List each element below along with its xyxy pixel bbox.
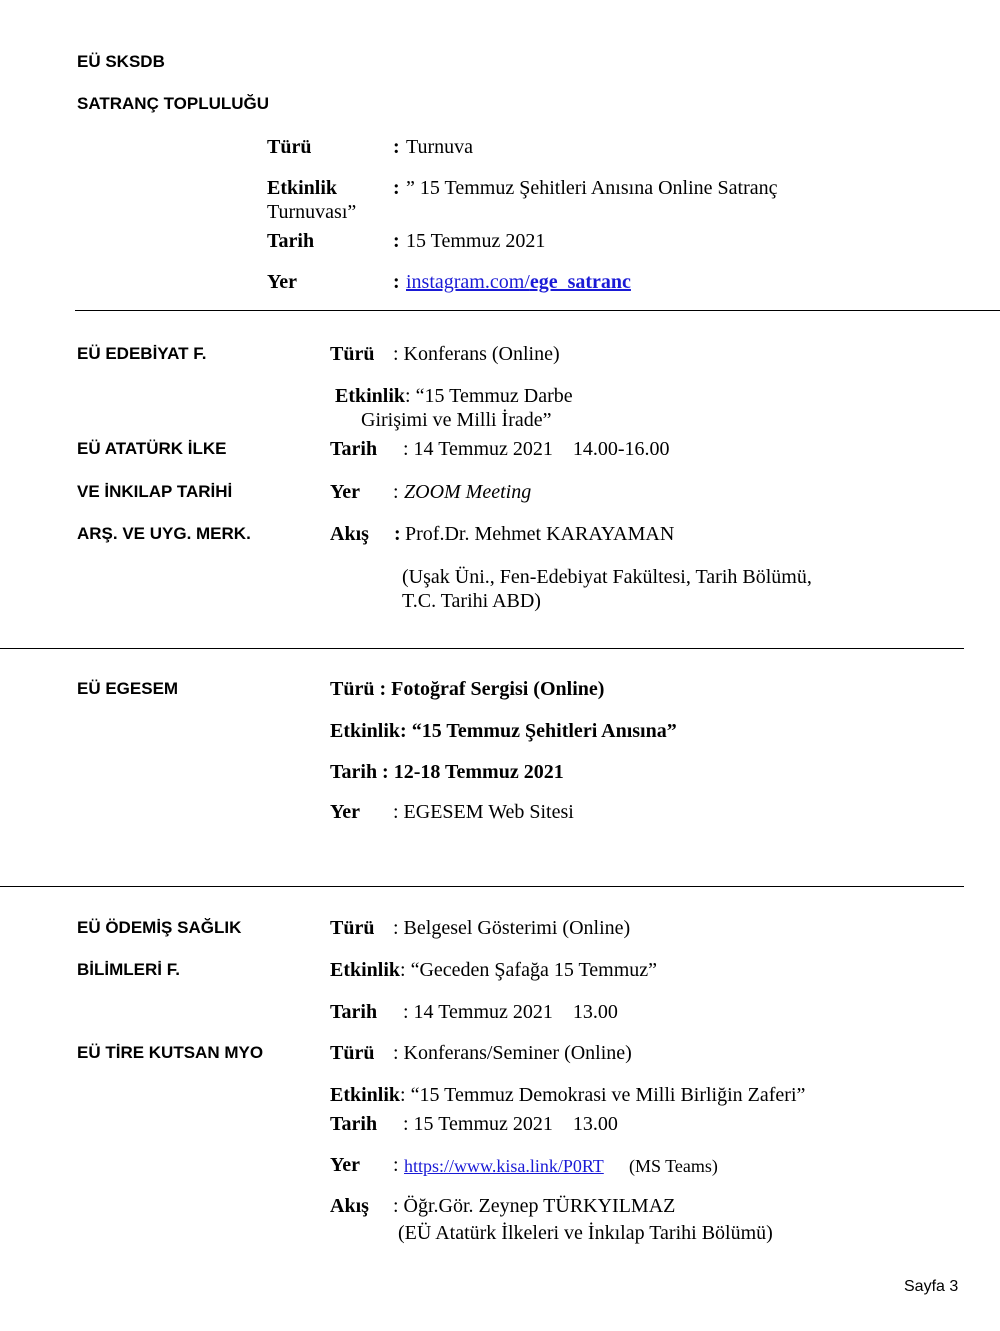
- type-value: Turnuva: [406, 136, 474, 158]
- event-value: : “Geceden Şafağa 15 Temmuz”: [400, 959, 658, 981]
- type-line: Türü : Fotoğraf Sergisi (Online): [330, 678, 605, 700]
- speaker-detail: T.C. Tarihi ABD): [402, 590, 541, 612]
- org-name: BİLİMLERİ F.: [77, 960, 180, 979]
- type-value: : Belgesel Gösterimi (Online): [393, 917, 631, 939]
- teams-link[interactable]: https://www.kisa.link/P0RT: [404, 1156, 604, 1176]
- event-label: Etkinlik: [330, 959, 401, 981]
- speaker-detail: (EÜ Atatürk İlkeleri ve İnkılap Tarihi Bölümü): [398, 1222, 773, 1244]
- divider: [0, 886, 964, 887]
- date-label: Tarih: [330, 438, 378, 460]
- flow-label: Akış: [330, 1195, 369, 1217]
- org-name: EÜ SKSDB: [77, 52, 165, 71]
- colon: :: [393, 136, 400, 158]
- event-label: Etkinlik: [330, 1084, 401, 1106]
- venue-label: Yer: [330, 801, 360, 823]
- event-value-continued: Girişimi ve Milli İrade”: [361, 409, 552, 431]
- type-label: Türü: [267, 136, 312, 158]
- instagram-link[interactable]: [406, 271, 631, 294]
- link-text-bold: ege_satranc: [529, 271, 631, 293]
- event-line: [330, 959, 657, 982]
- speaker-value: : Öğr.Gör. Zeynep TÜRKYILMAZ: [393, 1195, 676, 1217]
- date-value: : 14 Temmuz 2021 13.00: [403, 1001, 618, 1023]
- date-label: Tarih: [330, 1001, 378, 1023]
- date-line: Tarih : 12-18 Temmuz 2021: [330, 761, 564, 783]
- flow-label: Akış: [330, 523, 369, 545]
- date-label: Tarih: [267, 230, 315, 252]
- link-text: instagram.com/: [406, 271, 530, 293]
- event-line: [330, 1084, 805, 1107]
- colon: :: [393, 177, 400, 199]
- event-value: : “15 Temmuz Darbe: [405, 385, 573, 407]
- type-label: Türü: [330, 343, 375, 365]
- type-value: : Konferans (Online): [393, 343, 560, 365]
- event-value: : “15 Temmuz Demokrasi ve Milli Birliğin Zaferi”: [400, 1084, 806, 1106]
- venue-value: : EGESEM Web Sitesi: [393, 801, 574, 823]
- colon: :: [393, 481, 399, 503]
- org-name: EÜ TİRE KUTSAN MYO: [77, 1043, 264, 1062]
- type-label: Türü: [330, 917, 375, 939]
- colon: :: [393, 230, 400, 252]
- event-label: Etkinlik: [267, 177, 338, 199]
- venue-suffix: (MS Teams): [629, 1156, 718, 1176]
- venue-label: Yer: [330, 1154, 360, 1176]
- org-name: EÜ EGESEM: [77, 679, 179, 698]
- type-label: Türü: [330, 1042, 375, 1064]
- speaker-detail: (Uşak Üni., Fen-Edebiyat Fakültesi, Tarih Bölümü,: [402, 566, 812, 588]
- colon: :: [393, 1154, 399, 1176]
- date-value: 15 Temmuz 2021: [406, 230, 546, 252]
- type-value: : Konferans/Seminer (Online): [393, 1042, 632, 1064]
- event-line: [335, 385, 573, 408]
- divider: [75, 310, 1000, 311]
- page-number: Sayfa 3: [904, 1278, 959, 1295]
- event-line: Etkinlik: “15 Temmuz Şehitleri Anısına”: [330, 720, 677, 742]
- org-name: EÜ ÖDEMİŞ SAĞLIK: [77, 918, 242, 937]
- colon: :: [394, 523, 401, 545]
- colon: :: [393, 271, 400, 293]
- org-name: EÜ ATATÜRK İLKE: [77, 439, 227, 458]
- date-value: : 14 Temmuz 2021 14.00-16.00: [403, 438, 670, 460]
- event-value: ” 15 Temmuz Şehitleri Anısına Online Satranç: [406, 177, 778, 199]
- venue-value: ZOOM Meeting: [404, 481, 532, 503]
- venue-label: Yer: [330, 481, 360, 503]
- org-name: EÜ EDEBİYAT F.: [77, 344, 207, 363]
- speaker-value: Prof.Dr. Mehmet KARAYAMAN: [405, 523, 675, 545]
- org-name: VE İNKILAP TARİHİ: [77, 482, 233, 501]
- org-name: SATRANÇ TOPLULUĞU: [77, 94, 270, 113]
- org-name: ARŞ. VE UYG. MERK.: [77, 524, 251, 543]
- date-value: : 15 Temmuz 2021 13.00: [403, 1113, 618, 1135]
- date-label: Tarih: [330, 1113, 378, 1135]
- divider: [0, 648, 964, 649]
- event-value-continued: Turnuvası”: [267, 201, 357, 223]
- venue-label: Yer: [267, 271, 297, 293]
- event-label: Etkinlik: [335, 385, 406, 407]
